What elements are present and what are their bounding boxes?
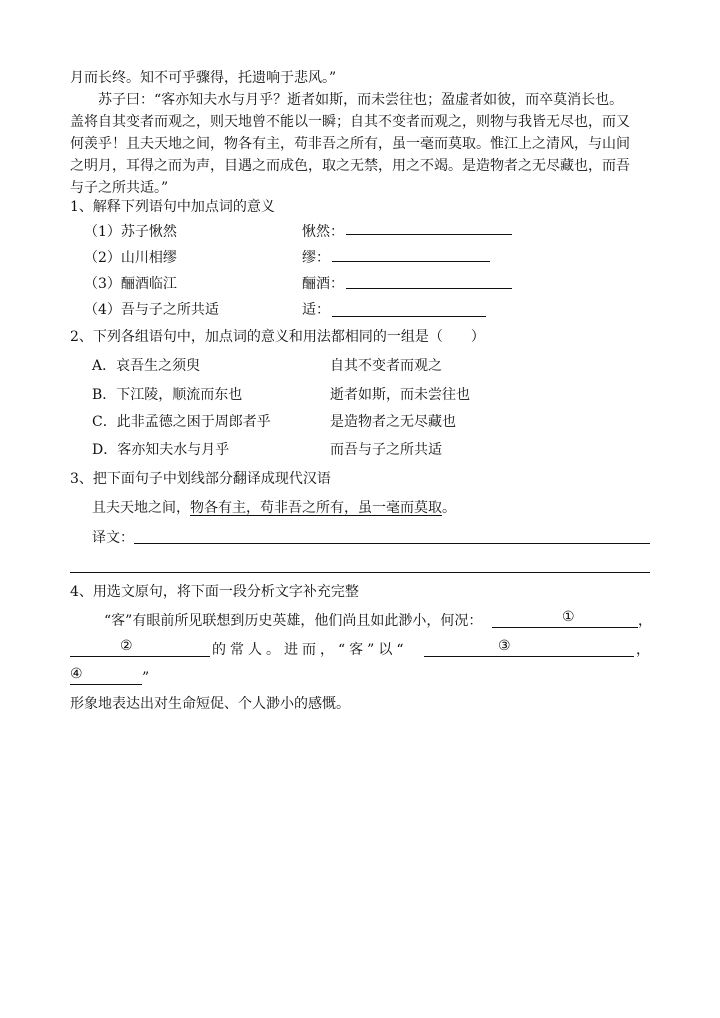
q1-item-3-word: 酾酒： (302, 276, 344, 292)
passage-line-5: 之明月，耳得之而为声，目遇之而成色，取之无禁，用之不竭。是造物者之无尽藏也，而吾 (70, 158, 630, 174)
q1-item-4-word: 适： (302, 302, 330, 318)
q1-item-1-sentence: （1）苏子愀然 (84, 224, 177, 240)
q2-option-a-right: 自其不变者而观之 (330, 358, 442, 374)
passage-line-3: 盖将自其变者而观之，则天地曾不能以一瞬；自其不变者而观之，则物与我皆无尽也，而又 (70, 114, 630, 130)
q2-option-c-right: 是造物者之无尽藏也 (330, 414, 456, 430)
passage-line-1: 月而长终。知不可乎骤得，托遗响于悲风。” (70, 70, 337, 86)
q2-option-b-right: 逝者如斯，而未尝往也 (330, 387, 470, 403)
q1-item-3-sentence: （3）酾酒临江 (84, 276, 177, 292)
q4-comma-2: ， (636, 642, 650, 658)
q3-sentence-end: 。 (442, 500, 456, 516)
q2-option-a-left: A．哀吾生之须臾 (92, 358, 201, 374)
passage-line-4: 何羡乎！且夫天地之间，物各有主，苟非吾之所有，虽一毫而莫取。惟江上之清风，与山间 (70, 136, 630, 152)
q2-option-d-left: D．客亦知夫水与月乎 (92, 442, 230, 458)
q4-blank-4-marker: ④ (70, 666, 83, 682)
q1-item-2-word: 缪： (302, 250, 330, 266)
q1-item-4-sentence: （4）吾与子之所共适 (84, 302, 219, 318)
q2-option-c-left: C．此非孟德之困于周郎者乎 (92, 414, 271, 430)
q3-translation-blank-1[interactable] (134, 543, 650, 544)
q3-sentence-plain: 且夫天地之间， (92, 500, 190, 516)
q1-item-3-answer-blank[interactable] (346, 288, 512, 289)
q3-translation-blank-2[interactable] (70, 572, 650, 573)
q4-blank-4[interactable] (70, 684, 142, 685)
q4-blank-1[interactable] (492, 627, 638, 628)
q1-item-1-word: 愀然： (302, 224, 344, 240)
q3-sentence (92, 498, 456, 518)
q3-sentence-underlined: 物各有主，苟非吾之所有，虽一毫而莫取 (190, 500, 442, 516)
q1-item-2-answer-blank[interactable] (332, 261, 490, 262)
q2-option-b-left: B．下江陵，顺流而东也 (92, 387, 243, 403)
q4-quote-end: ” (142, 670, 150, 686)
q4-conclusion: 形象地表达出对生命短促、个人渺小的感慨。 (70, 696, 350, 712)
q4-blank-2-marker: ② (120, 638, 133, 654)
q4-title: 4、用选文原句，将下面一段分析文字补充完整 (70, 584, 359, 600)
q1-item-2-sentence: （2）山川相缪 (84, 250, 177, 266)
q2-option-d-right: 而吾与子之所共适 (330, 442, 442, 458)
q2-title: 2、下列各组语句中，加点词的意义和用法都相同的一组是（ ） (70, 329, 485, 345)
q1-title: 1、解释下列语句中加点词的意义 (70, 199, 275, 215)
q4-blank-1-marker: ① (562, 609, 575, 625)
q4-blank-3[interactable] (424, 656, 634, 657)
passage-line-2: 苏子曰：“客亦知夫水与月乎？逝者如斯，而未尝往也；盈虚者如彼，而卒莫消长也。 (98, 92, 624, 108)
q4-blank-2[interactable] (70, 656, 210, 657)
passage-line-6: 与子之所共适。” (70, 180, 169, 196)
q4-text-2: 的常人。进而，“客”以“ (212, 642, 408, 658)
q4-comma-1: ， (638, 613, 652, 629)
q3-translation-label: 译文： (92, 530, 134, 546)
q4-blank-3-marker: ③ (498, 638, 511, 654)
q1-item-4-answer-blank[interactable] (332, 316, 486, 317)
q4-text-1: “客”有眼前所见联想到历史英雄，他们尚且如此渺小，何况： (104, 613, 483, 629)
q1-item-1-answer-blank[interactable] (346, 234, 512, 235)
q3-title: 3、把下面句子中划线部分翻译成现代汉语 (70, 471, 331, 487)
